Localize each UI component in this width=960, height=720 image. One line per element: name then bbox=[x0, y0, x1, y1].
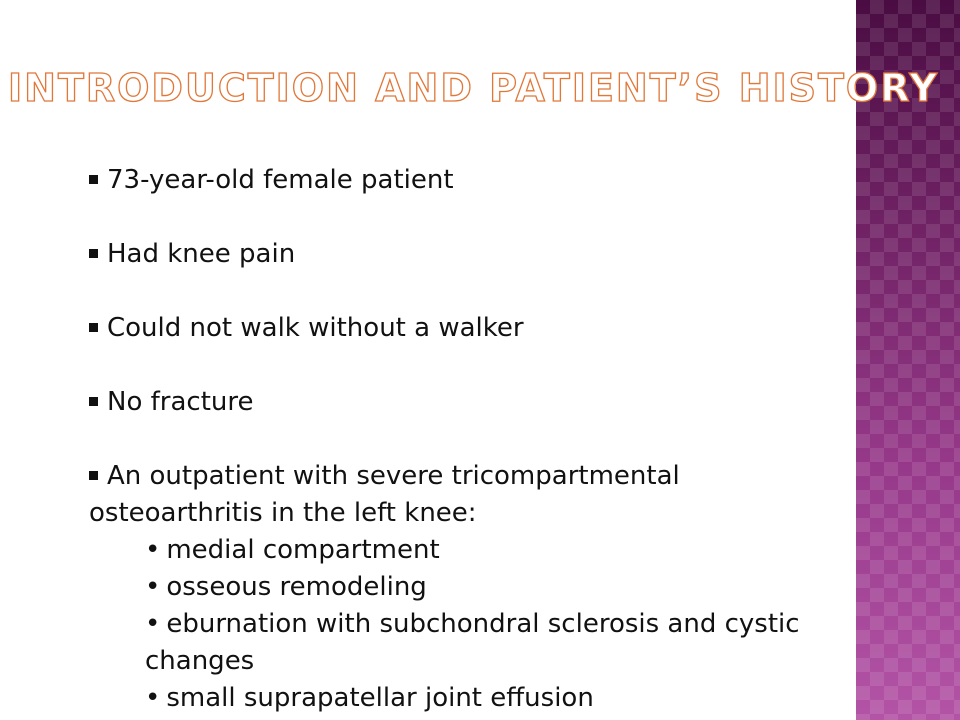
sub-bullet-item bbox=[145, 532, 849, 569]
round-bullet-icon: • bbox=[145, 609, 161, 639]
square-bullet-icon bbox=[89, 249, 98, 258]
slide-content bbox=[89, 162, 849, 717]
bullet-text: Had knee pain bbox=[107, 239, 296, 269]
round-bullet-icon: • bbox=[145, 683, 161, 713]
square-bullet-icon bbox=[89, 175, 98, 184]
sub-bullet-list bbox=[89, 532, 849, 717]
bullet-item bbox=[89, 162, 849, 199]
sub-bullet-text: medial compartment bbox=[166, 535, 440, 565]
sub-bullet-text: small suprapatellar joint effusion bbox=[166, 683, 594, 713]
square-bullet-icon bbox=[89, 471, 98, 480]
slide-title: INTRODUCTION AND PATIENT’S HISTORY bbox=[8, 66, 939, 110]
bullet-text: Could not walk without a walker bbox=[107, 313, 524, 343]
sub-bullet-text: eburnation with subchondral sclerosis and cystic changes bbox=[145, 609, 800, 676]
sub-bullet-item bbox=[145, 569, 849, 606]
bullet-item bbox=[89, 384, 849, 421]
sub-bullet-item bbox=[145, 680, 849, 717]
bullet-text: 73-year-old female patient bbox=[107, 165, 454, 195]
square-bullet-icon bbox=[89, 323, 98, 332]
bullet-text: An outpatient with severe tricompartmental osteoarthritis in the left knee: bbox=[89, 461, 680, 528]
bullet-item bbox=[89, 310, 849, 347]
round-bullet-icon: • bbox=[145, 572, 161, 602]
bullet-text: No fracture bbox=[107, 387, 254, 417]
bullet-item bbox=[89, 236, 849, 273]
round-bullet-icon: • bbox=[145, 535, 161, 565]
sub-bullet-text: osseous remodeling bbox=[166, 572, 427, 602]
square-bullet-icon bbox=[89, 397, 98, 406]
bullet-item-with-sublist bbox=[89, 458, 849, 717]
sub-bullet-item bbox=[145, 606, 849, 680]
